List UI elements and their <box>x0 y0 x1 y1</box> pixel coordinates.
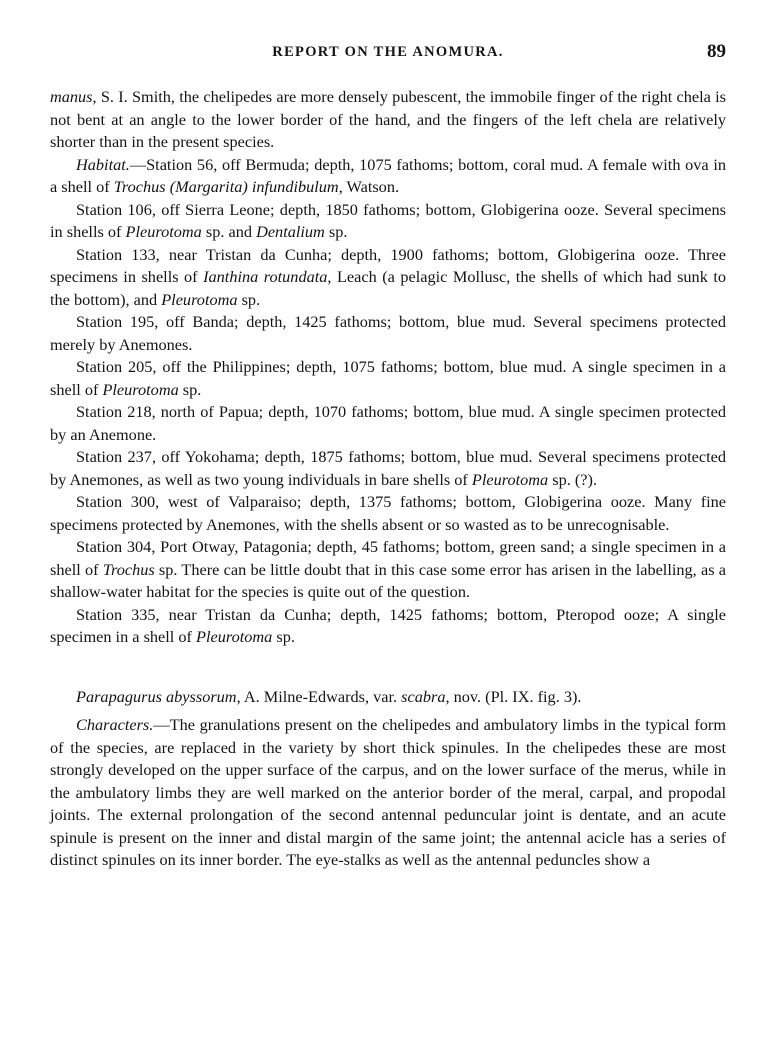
paragraph-station-195 <box>50 311 726 356</box>
text-run: , Leach (a pelagic Mollusc, the shells of which had sunk to the bottom), and <box>50 267 726 309</box>
text-run: sp. <box>237 289 261 309</box>
italic-text-run: Dentalium <box>256 222 325 241</box>
text-run: , A. Milne-Edwards, var. <box>236 686 402 706</box>
text-run: —The granulations present on the chelipedes and ambulatory limbs in the typical form of the species, are replaced in the variety by short thick spinules. In the chelipedes these are most strongly developed on the upper surface of the carpus, and on the lower surface of the merus, while in the ambulatory limbs they are well marked on the anterior border of the meral, carpal, and propodal joints. The external prolongation of the second antennal peduncular joint is dentate, and an acute spinule is present on the inner and distal margin of the same joint; the antennal acicle has a series of distinct spinules on its inner border. The eye-stalks as well as the antennal peduncles show a <box>50 715 726 869</box>
italic-text-run: Habitat. <box>76 154 130 174</box>
text-run: Station 205, off the Philippines; depth, 1075 fathoms; bottom, blue mud. A single specimen in a shell of <box>50 357 726 399</box>
paragraph-continuation <box>50 86 726 154</box>
page-header <box>50 41 726 68</box>
text-run: , Watson. <box>338 177 400 196</box>
italic-text-run: Trochus <box>102 559 155 579</box>
italic-text-run: Pleurotoma <box>102 379 179 399</box>
page-number: 89 <box>707 41 726 62</box>
text-run: Station 300, west of Valparaiso; depth, 1375 fathoms; bottom, Globigerina ooze. Many fine specimens protected by Anemones, with the shells absent or so wasted as to be unrecognisable. <box>50 492 726 534</box>
text-run: Station 237, off Yokohama; depth, 1875 fathoms; bottom, blue mud. Several specimens protected by Anemones, as well as two young individuals in bare shells of <box>50 447 726 489</box>
paragraph-station-300 <box>50 491 726 536</box>
running-head: REPORT ON THE ANOMURA. <box>272 44 504 60</box>
italic-text-run: manus <box>50 87 93 106</box>
paragraph-habitat <box>50 154 726 199</box>
text-run: sp. There can be little doubt that in this case some error has arisen in the labelling, as a shallow-water habitat for the species is quite out of the question. <box>50 559 727 601</box>
italic-text-run: Characters. <box>76 715 154 734</box>
text-run: —Station 56, off Bermuda; depth, 1075 fathoms; bottom, coral mud. A female with ova in a shell of <box>50 154 726 196</box>
text-run: sp. <box>178 379 202 399</box>
italic-text-run: Pleurotoma <box>161 289 238 309</box>
species-heading <box>50 686 726 709</box>
body-text <box>50 86 726 872</box>
text-run: , S. I. Smith, the chelipedes are more densely pubescent, the immobile finger of the right chela is not bent at an angle to the lower border of the hand, and the fingers of the left chela are relatively shorter than in the present species. <box>50 87 726 151</box>
paragraph-station-133 <box>50 244 726 312</box>
text-run: , nov. (Pl. IX. fig. 3). <box>445 686 582 706</box>
text-run: Station 304, Port Otway, Patagonia; depth, 45 fathoms; bottom, green sand; a single specimen in a shell of <box>50 537 726 579</box>
text-run: Station 218, north of Papua; depth, 1070 fathoms; bottom, blue mud. A single specimen protected by an Anemone. <box>50 402 726 444</box>
text-run: Station 335, near Tristan da Cunha; depth, 1425 fathoms; bottom, Pteropod ooze; A single specimen in a shell of <box>50 604 726 646</box>
italic-text-run: Parapagurus abyssorum <box>76 686 237 706</box>
paragraph-station-304 <box>50 536 726 604</box>
italic-text-run: Trochus (Margarita) infundibulum <box>113 177 339 196</box>
text-run: Station 106, off Sierra Leone; depth, 1850 fathoms; bottom, Globigerina ooze. Several specimens in shells of <box>50 199 726 241</box>
paragraph-characters <box>50 714 726 872</box>
italic-text-run: Pleurotoma <box>196 627 273 646</box>
paragraph-station-237 <box>50 446 726 491</box>
italic-text-run: Ianthina rotundata <box>203 267 328 286</box>
italic-text-run: scabra <box>401 686 446 706</box>
text-run: Station 133, near Tristan da Cunha; depth, 1900 fathoms; bottom, Globigerina ooze. Three specimens in shells of <box>50 244 726 286</box>
paragraph-station-205 <box>50 356 726 401</box>
italic-text-run: Pleurotoma <box>125 222 202 241</box>
text-run: Station 195, off Banda; depth, 1425 fathoms; bottom, blue mud. Several specimens protected merely by Anemones. <box>50 312 726 354</box>
paragraph-station-335 <box>50 604 726 649</box>
text-run: sp. <box>324 222 348 241</box>
text-run: sp. and <box>201 222 257 241</box>
italic-text-run: Pleurotoma <box>471 469 549 489</box>
paragraph-station-106 <box>50 199 726 244</box>
paragraph-station-218 <box>50 401 726 446</box>
text-run: sp. <box>272 627 295 646</box>
text-run: sp. (?). <box>548 469 598 489</box>
